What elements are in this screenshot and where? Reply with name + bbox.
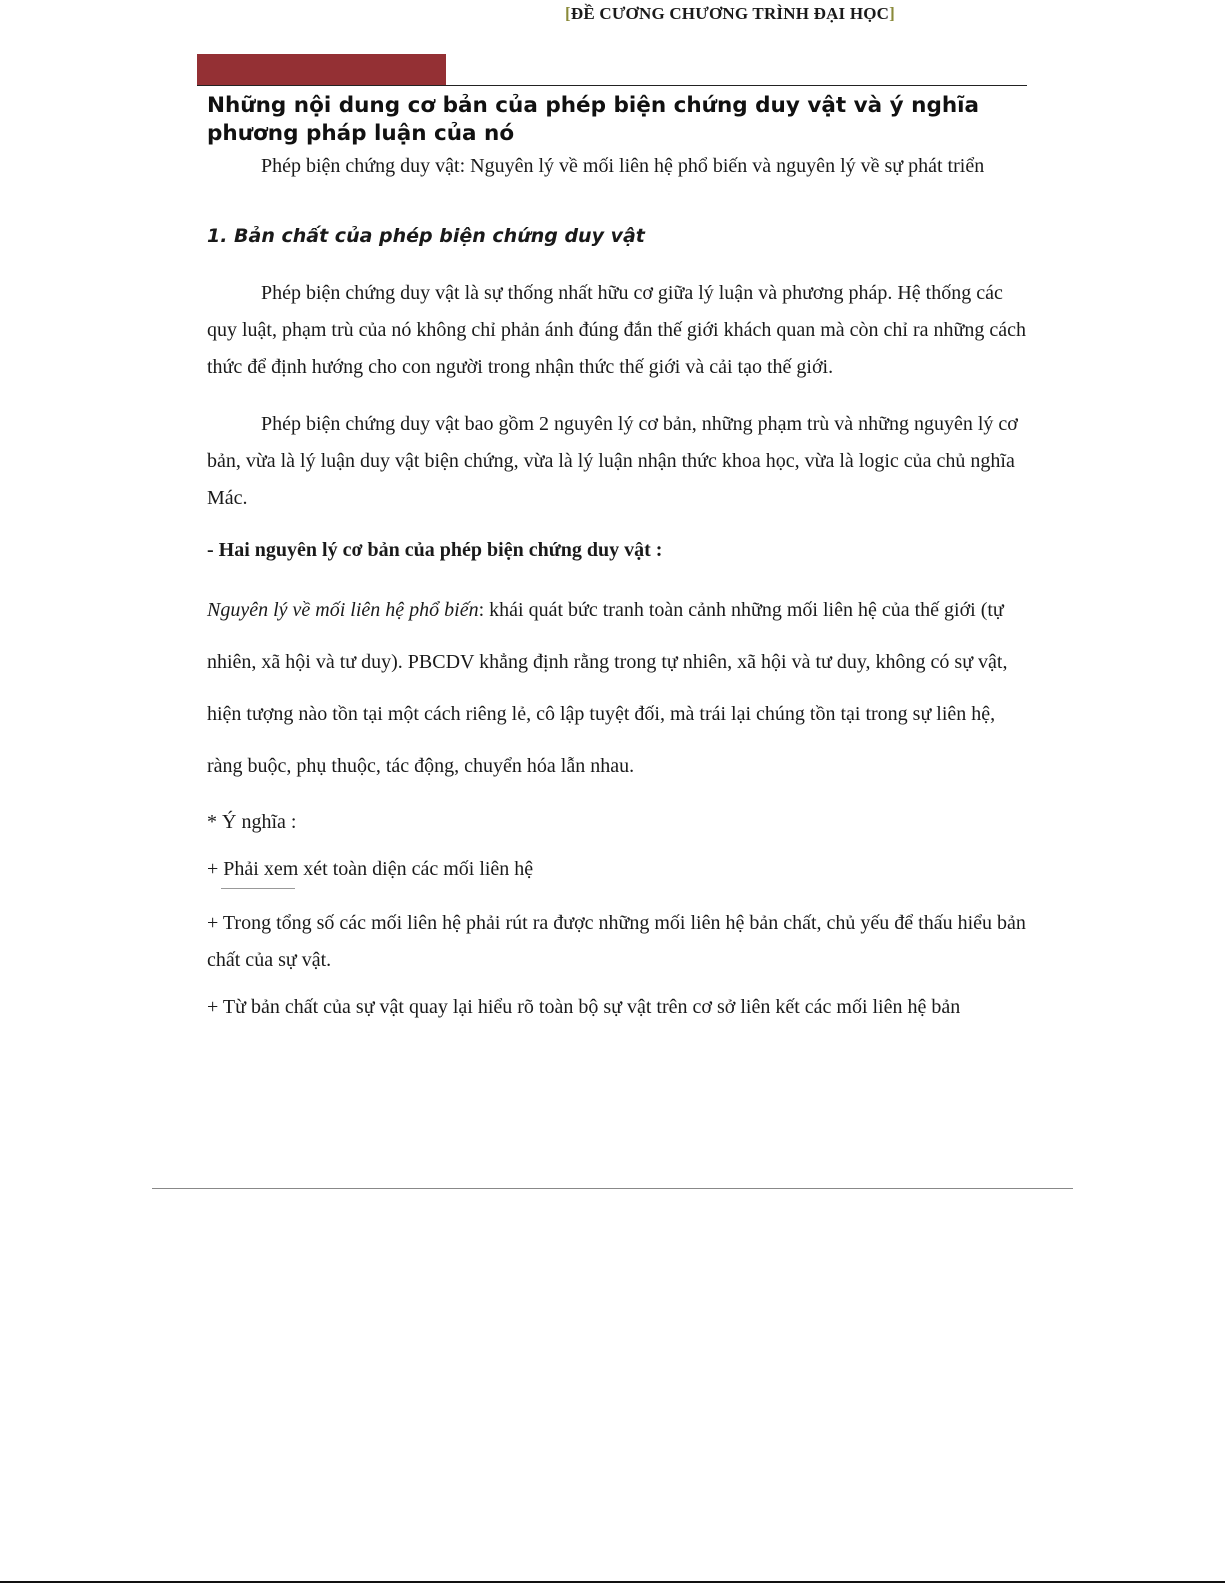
principles-heading: - Hai nguyên lý cơ bản của phép biện chứng duy vật : (207, 539, 663, 561)
header-rule (197, 85, 1027, 86)
principle-1-paragraph (207, 584, 1027, 792)
section-heading-1: 1. Bản chất của phép biện chứng duy vật (207, 225, 645, 247)
meaning-item: + Trong tổng số các mối liên hệ phải rút ra được những mối liên hệ bản chất, chủ yếu để thấu hiểu bản chất của sự vật. (207, 912, 1026, 971)
meaning-item: + Phải xem xét toàn diện các mối liên hệ (207, 858, 534, 880)
paragraph-essence: Phép biện chứng duy vật là sự thống nhất hữu cơ giữa lý luận và phương pháp. Hệ thống các quy luật, phạm trù của nó không chỉ phản ánh đúng đắn thế giới khách quan mà còn chỉ ra những cách thức để định hướng cho con người trong nhận thức thế giới và cải tạo thế giới. (207, 282, 1026, 378)
header-title-text: ĐỀ CƯƠNG CHƯƠNG TRÌNH ĐẠI HỌC (570, 4, 890, 23)
document-header-title (0, 4, 1225, 24)
principle-1-text: : khái quát bức tranh toàn cảnh những mối liên hệ của thế giới (tự nhiên, xã hội và tư duy). PBCDV khẳng định rằng trong tự nhiên, xã hội và tư duy, không có sự vật, hiện tượng nào tồn tại một cách riêng lẻ, cô lập tuyệt đối, mà trái lại chúng tồn tại trong sự liên hệ, ràng buộc, phụ thuộc, tác động, chuyển hóa lẫn nhau. (207, 599, 1008, 777)
intro-paragraph: Phép biện chứng duy vật: Nguyên lý về mối liên hệ phổ biến và nguyên lý về sự phát triển (261, 155, 985, 177)
page-content (207, 92, 1027, 1026)
meaning-item: + Từ bản chất của sự vật quay lại hiểu rõ toàn bộ sự vật trên cơ sở liên kết các mối liên hệ bản (207, 996, 961, 1018)
page-footer-rule (152, 1188, 1073, 1189)
principle-1-term: Nguyên lý về mối liên hệ phổ biến (207, 599, 479, 621)
paragraph-composition: Phép biện chứng duy vật bao gồm 2 nguyên lý cơ bản, những phạm trù và những nguyên lý cơ bản, vừa là lý luận duy vật biện chứng, vừa là lý luận nhận thức khoa học, vừa là logic của chủ nghĩa Mác. (207, 413, 1018, 509)
header-accent-block (197, 54, 446, 86)
header-bracket-close: ] (889, 4, 896, 23)
page-bottom-edge (0, 1581, 1225, 1583)
header-bracket-open: [ (565, 4, 571, 23)
meaning-heading: * Ý nghĩa : (207, 811, 297, 833)
document-title: Những nội dung cơ bản của phép biện chứng duy vật và ý nghĩa phương pháp luận của nó (207, 93, 980, 146)
